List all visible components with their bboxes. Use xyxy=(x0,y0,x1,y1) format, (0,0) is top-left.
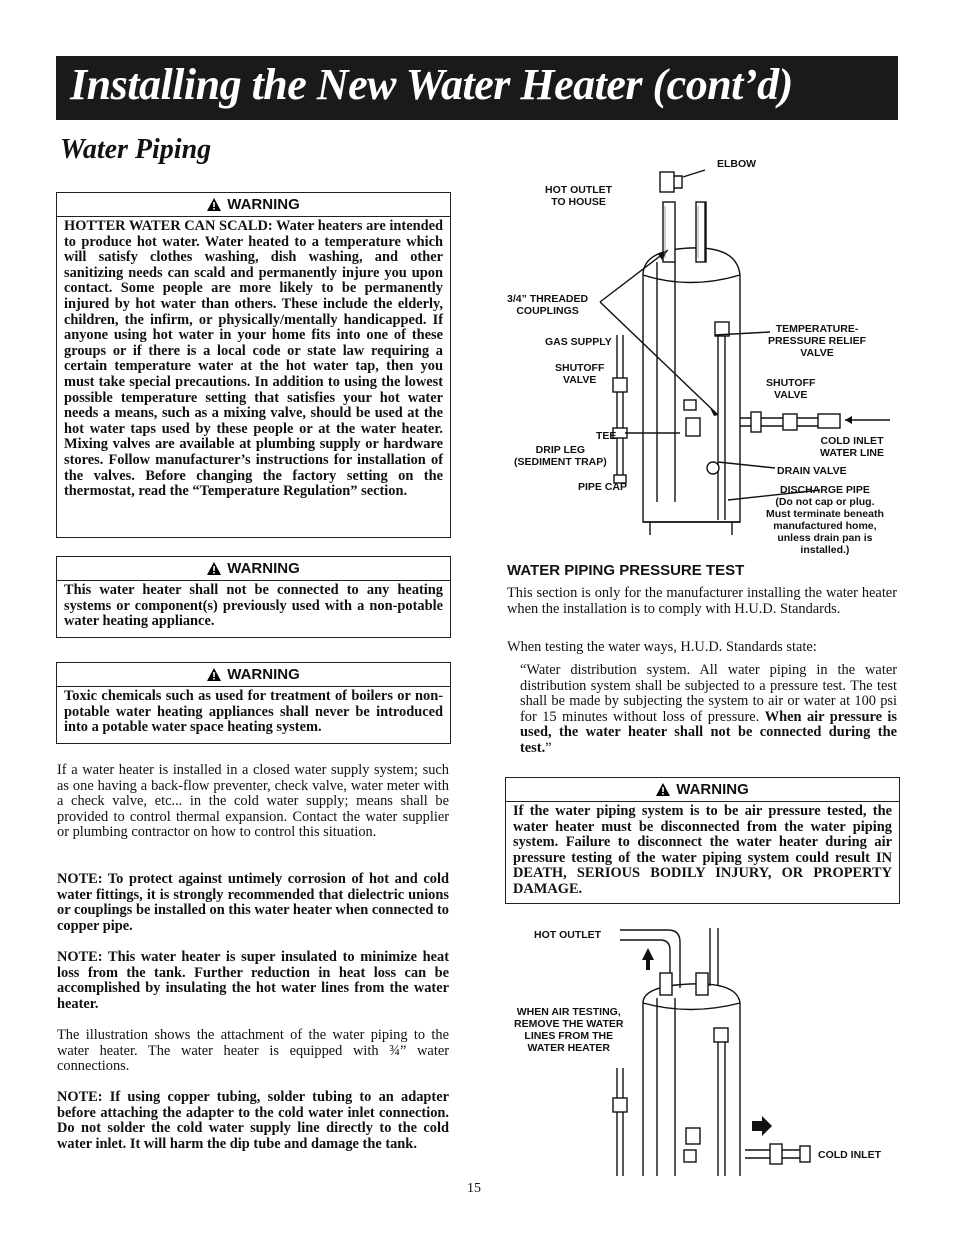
label-cold-inlet-2: COLD INLET xyxy=(818,1149,881,1161)
warning-text: HOTTER WATER CAN SCALD: Water heaters are intended to produce hot water. Water heated to a temperature which will satisfy clothes washing, dish washing, and other sanitizing needs can scald and permanently injure you upon contact. Some people are more likely to be permanently injured by hot water than others. These include the elderly, children, the infirm, or physically/mentally handicapped. If anyone using hot water in your home fits into one of these groups or if there is a local code or state law requiring a certain temperature water at the hot water tap, then you must take special precautions. In addition to using the lowest possible temperature setting that satisfies your hot water needs a means, such as a mixing valve, should be used at the hot water taps used by these people or at the water heater. Mixing valves are available at plumbing supply or hardware stores. Follow manufacturer’s instructions for installation of the valves. Before changing the factory setting on the thermostat, read the “Temperature Regulation” section. xyxy=(64,218,443,500)
section-title: Water Piping xyxy=(60,134,212,165)
label-drain-valve: DRAIN VALVE xyxy=(777,465,847,477)
warning-label: WARNING xyxy=(227,666,300,683)
pressure-test-heading: WATER PIPING PRESSURE TEST xyxy=(507,562,745,579)
label-tp-relief-valve: TEMPERATURE- PRESSURE RELIEF VALVE xyxy=(768,323,867,359)
label-hot-outlet: HOT OUTLET TO HOUSE xyxy=(545,184,613,208)
warning-triangle-icon xyxy=(207,198,221,211)
warning-triangle-icon xyxy=(207,562,221,575)
warning-box-toxic xyxy=(56,662,451,744)
warning-triangle-icon xyxy=(656,783,670,796)
warning-header xyxy=(57,557,450,581)
note-dielectric-unions: NOTE: To protect against untimely corrosion of hot and cold water fittings, it is strongly recommended that dielectric unions or couplings be installed on this water heater when connected to copper pipe. xyxy=(57,871,449,934)
label-cold-inlet-line: COLD INLET WATER LINE xyxy=(820,435,884,459)
pressure-test-lead: When testing the water ways, H.U.D. Standards state: xyxy=(507,639,817,655)
label-elbow: ELBOW xyxy=(717,158,757,170)
page-number: 15 xyxy=(467,1181,481,1196)
paragraph-illustration: The illustration shows the attachment of the water piping to the water heater. The water heater is equipped with ¾” water connections. xyxy=(57,1027,449,1075)
warning-label: WARNING xyxy=(676,781,749,798)
label-threaded-couplings: 3/4” THREADED COUPLINGS xyxy=(507,293,589,317)
warning-text: This water heater shall not be connected to any heating systems or component(s) previously used with a non-potable water heating appliance. xyxy=(64,582,443,630)
pressure-test-intro: This section is only for the manufacturer installing the water heater when the installation is to comply with H.U.D. Standards. xyxy=(507,585,897,617)
warning-box-air-test xyxy=(505,777,900,904)
paragraph-thermal-expansion: If a water heater is installed in a closed water supply system; such as one having a back-flow preventer, check valve, water meter with a check valve, etc... in the cold water supply; means shall be provided to control thermal expansion. Contact the water supplier or plumbing contractor on how to control this situation. xyxy=(57,762,449,841)
warning-triangle-icon xyxy=(207,668,221,681)
label-shutoff-valve-left: SHUTOFF VALVE xyxy=(555,362,605,386)
warning-text: Toxic chemicals such as used for treatment of boilers or non-potable water heating appliances shall never be introduced into a potable water space heating system. xyxy=(64,688,443,736)
label-hot-outlet-2: HOT OUTLET xyxy=(534,929,602,941)
label-gas-supply: GAS SUPPLY xyxy=(545,336,612,348)
warning-box-heating xyxy=(56,556,451,638)
label-pipe-cap: PIPE CAP xyxy=(578,481,628,493)
label-tee: TEE xyxy=(596,430,617,442)
hud-quote-bold: When air pressure is used, the water heater shall not be connected during the test. xyxy=(520,708,897,756)
page-title: Installing the New Water Heater (cont’d) xyxy=(70,60,793,109)
hud-quote xyxy=(520,663,897,757)
title-bar xyxy=(56,56,898,120)
warning-text: If the water piping system is to be air pressure tested, the water heater must be disconnected from the water piping system. Failure to disconnect the water heater during air pressure testing of the water piping system could result IN DEATH, SERIOUS BODILY INJURY, OR PROPERTY DAMAGE. xyxy=(513,803,892,897)
warning-label: WARNING xyxy=(227,196,300,213)
warning-header xyxy=(57,193,450,217)
warning-box-scald xyxy=(56,192,451,538)
warning-label: WARNING xyxy=(227,560,300,577)
hud-quote-text: “Water distribution system. All water piping in the water distribution system shall be subjected to a pressure test. The test shall be made by subjecting the system to air or water at 100 psi for 15 minutes without loss of pressure. xyxy=(520,662,897,725)
warning-header xyxy=(506,778,899,802)
label-discharge-pipe: DISCHARGE PIPE (Do not cap or plug. Must terminate beneath manufactured home, unless drain pan is installed.) xyxy=(766,484,884,556)
hud-quote-close: ” xyxy=(545,739,552,756)
label-air-testing: WHEN AIR TESTING, REMOVE THE WATER LINES FROM THE WATER HEATER xyxy=(514,1006,624,1054)
label-shutoff-valve-right: SHUTOFF VALVE xyxy=(766,377,816,401)
note-copper-tubing: NOTE: If using copper tubing, solder tubing to an adapter before attaching the adapter to the cold water inlet connection. Do not solder the cold water supply line directly to the cold water inlet. It will harm the dip tube and damage the tank. xyxy=(57,1089,449,1152)
warning-header xyxy=(57,663,450,687)
label-drip-leg: DRIP LEG (SEDIMENT TRAP) xyxy=(514,444,607,468)
note-insulation: NOTE: This water heater is super insulated to minimize heat loss from the tank. Further reduction in heat loss can be accomplished by insulating the hot water lines from the water heater. xyxy=(57,949,449,1012)
